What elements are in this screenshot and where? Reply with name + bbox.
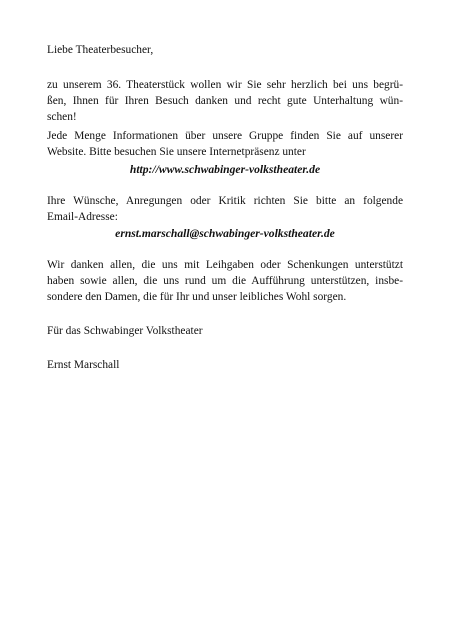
intro-line: ßen, Ihnen für Ihren Besuch danken und recht gute Unterhaltung wün- xyxy=(47,95,403,107)
intro-paragraph xyxy=(47,77,403,125)
closing-text: Für das Schwabinger Volkstheater xyxy=(47,325,203,337)
info-line: Website. Bitte besuchen Sie unsere Internetpräsenz unter xyxy=(47,146,306,158)
intro-line: zu unserem 36. Theaterstück wollen wir Sie sehr herzlich bei uns begrü- xyxy=(47,79,403,91)
thanks-line: haben sowie allen, die uns rund um die Aufführung unterstützen, insbe- xyxy=(47,275,403,287)
closing xyxy=(47,323,403,339)
thanks-line: sondere den Damen, die für Ihr und unser leibliches Wohl sorgen. xyxy=(47,291,347,303)
feedback-line: Ihre Wünsche, Anregungen oder Kritik richten Sie bitte an folgende xyxy=(47,195,403,207)
salutation xyxy=(47,42,403,58)
feedback-line: Email-Adresse: xyxy=(47,211,118,223)
signature-text: Ernst Marschall xyxy=(47,359,120,371)
intro-line: schen! xyxy=(47,111,77,123)
thanks-line: Wir danken allen, die uns mit Leihgaben oder Schenkungen unterstützt xyxy=(47,259,403,271)
thanks-paragraph xyxy=(47,257,403,305)
email-link[interactable]: ernst.marschall@schwabinger-volkstheater.de xyxy=(115,227,335,240)
info-line: Jede Menge Informationen über unsere Gruppe finden Sie auf unserer xyxy=(47,130,403,142)
info-paragraph xyxy=(47,128,403,160)
website-link[interactable]: http://www.schwabinger-volkstheater.de xyxy=(129,163,321,176)
salutation-text: Liebe Theaterbesucher, xyxy=(47,44,154,56)
feedback-paragraph xyxy=(47,193,403,225)
signature xyxy=(47,357,403,373)
